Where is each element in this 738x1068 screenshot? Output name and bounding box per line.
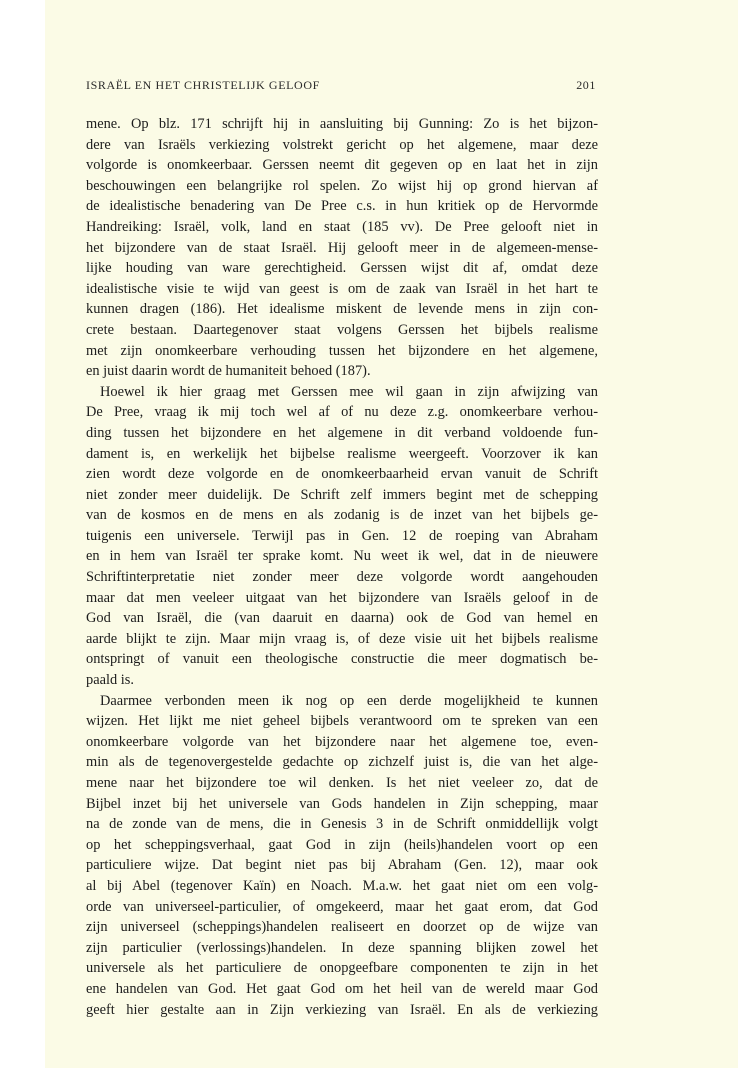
text-line: geeft hier gestalte aan in Zijn verkiezing van Israël. En als de verkiezing [86, 1001, 598, 1018]
text-line: en in hem van Israël ter sprake komt. Nu weet ik wel, dat in de nieuwere [86, 548, 598, 565]
text-line: het bijzondere van de staat Israël. Hij gelooft meer in de algemeen-mense- [86, 239, 598, 256]
text-line: wijzen. Het lijkt me niet geheel bijbels verantwoord om te spreken van een [86, 713, 598, 730]
text-line: idealistische visie te wijd van geest is om de zaak van Israël in het hart te [86, 280, 598, 297]
text-line: na de zonde van de mens, die in Genesis 3 in de Schrift onmiddellijk volgt [86, 816, 598, 833]
text-line: Bijbel inzet bij het universele van Gods handelen in Zijn schepping, maar [86, 795, 598, 812]
text-line: Hoewel ik hier graag met Gerssen mee wil gaan in zijn afwijzing van [100, 383, 598, 400]
text-line: lijke houding van ware gerechtigheid. Gerssen wijst dit af, omdat deze [86, 260, 598, 277]
text-line: kunnen dragen (186). Het idealisme miskent de levende mens in zijn con- [86, 301, 598, 318]
text-line: al bij Abel (tegenover Kaïn) en Noach. M.a.w. het gaat niet om een volg- [86, 877, 598, 894]
body-text [86, 114, 598, 1020]
text-line: Daarmee verbonden meen ik nog op een derde mogelijkheid te kunnen [100, 692, 598, 709]
text-line: de idealistische benadering van De Pree c.s. in hun kritiek op de Hervormde [86, 198, 598, 215]
text-line: Schriftinterpretatie niet zonder meer deze volgorde wordt aangehouden [86, 569, 598, 586]
text-line: ene handelen van God. Het gaat God om het heil van de wereld maar God [86, 980, 598, 997]
page-header [86, 78, 596, 98]
text-line: paald is. [86, 672, 134, 689]
text-line: mene naar het bijzondere toe wil denken. Is het niet veeleer zo, dat de [86, 775, 598, 791]
text-line: min als de tegenovergestelde gedachte op zichzelf juist is, die van het alge- [86, 754, 598, 771]
text-line: zijn particulier (verlossings)handelen. In deze spanning blijken zowel het [86, 939, 598, 956]
text-line: tuigenis een universele. Terwijl pas in Gen. 12 de roeping van Abraham [86, 527, 598, 544]
text-line: met zijn onomkeerbare verhouding tussen het bijzondere en het algemene, [86, 342, 598, 359]
text-line: Handreiking: Israël, volk, land en staat (185 vv). De Pree gelooft niet in [86, 218, 598, 235]
text-line: universele als het particuliere de onopgeefbare componenten te zijn in het [86, 960, 598, 977]
running-head: ISRAËL EN HET CHRISTELIJK GELOOF [86, 78, 320, 92]
text-line: God van Israël, die (van daaruit en daarna) ook de God van hemel en [86, 610, 598, 627]
text-line: van de kosmos en de mens en als zodanig is de inzet van het bijbels ge- [86, 507, 598, 524]
text-line: dament is, en werkelijk het bijbelse realisme weergeeft. Voorzover ik kan [86, 445, 598, 462]
text-line: maar dat men veeleer uitgaat van het bijzondere van Israëls geloof in de [86, 589, 598, 606]
text-line: zien wordt deze volgorde en de onomkeerbaarheid ervan vanuit de Schrift [86, 466, 598, 483]
text-line: zijn universeel (scheppings)handelen realiseert en doorzet op de wijze van [86, 919, 598, 936]
text-line: particuliere wijze. Dat begint niet pas bij Abraham (Gen. 12), maar ook [86, 857, 598, 874]
text-line: op het scheppingsverhaal, gaat God in zijn (heils)handelen voort op een [86, 836, 598, 853]
page-number: 201 [576, 78, 596, 92]
text-line: dere van Israëls verkiezing volstrekt gericht op het algemene, maar deze [86, 136, 598, 153]
text-line: ontspringt of vanuit een theologische constructie die meer dogmatisch be- [86, 651, 598, 668]
text-line: crete bestaan. Daartegenover staat volgens Gerssen het bijbels realisme [86, 321, 598, 338]
text-line: niet zonder meer duidelijk. De Schrift zelf immers begint met de schepping [86, 486, 598, 503]
text-line: ding tussen het bijzondere en het algemene in dit verband voldoende fun- [86, 424, 598, 441]
text-line: onomkeerbare volgorde van het bijzondere naar het algemene toe, even- [86, 733, 598, 750]
text-line: volgorde is onomkeerbaar. Gerssen neemt dit gegeven op en laat het in zijn [86, 157, 598, 174]
text-line: aarde blijkt te zijn. Maar mijn vraag is, of deze visie uit het bijbels realisme [86, 630, 598, 647]
text-line: orde van universeel-particulier, of omgekeerd, maar het gaat erom, dat God [86, 898, 598, 915]
text-line: en juist daarin wordt de humaniteit behoed (187). [86, 363, 371, 380]
text-line: beschouwingen een belangrijke rol spelen. Zo wijst hij op grond hiervan af [86, 177, 598, 194]
text-line: mene. Op blz. 171 schrijft hij in aansluiting bij Gunning: Zo is het bijzon- [86, 116, 598, 132]
text-line: De Pree, vraag ik mij toch wel af of nu deze z.g. onomkeerbare verhou- [86, 404, 598, 421]
